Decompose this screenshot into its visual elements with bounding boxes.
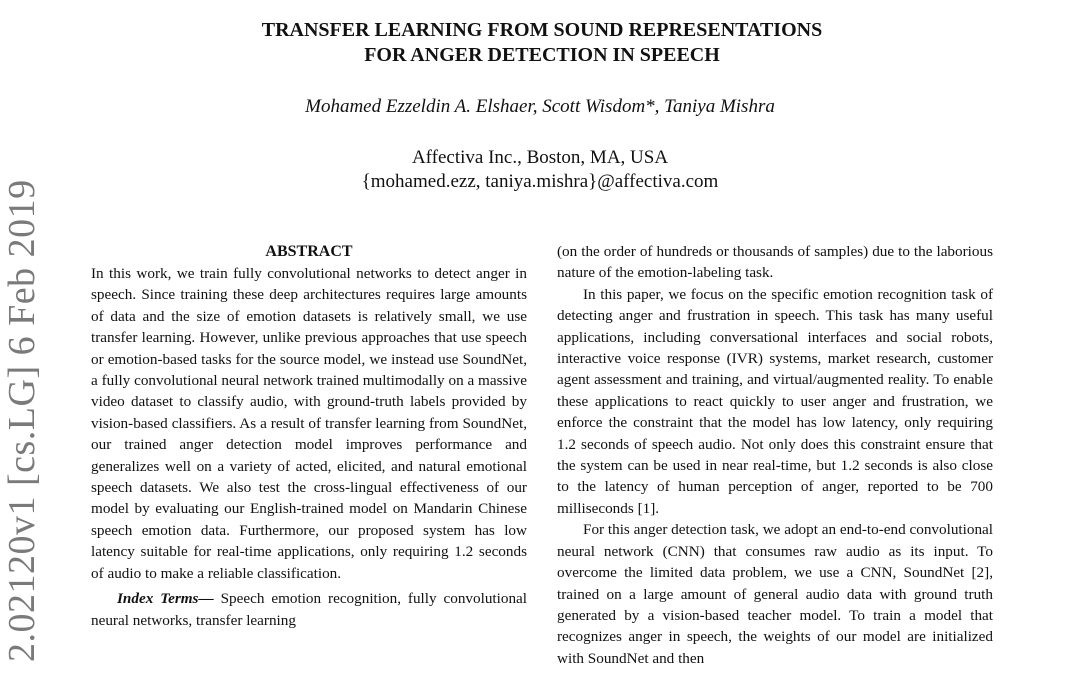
author-emails: {mohamed.ezz, taniya.mishra}@affectiva.com (361, 171, 719, 192)
affiliation: Affectiva Inc., Boston, MA, USA (411, 147, 669, 168)
body-paragraph-3: For this anger detection task, we adopt an end-to-end convolutional neural network (CNN) that consumes raw audio as its input. To overcome the limited data problem, we use a CNN, SoundNet [2], trained on a large amount of general audio data with ground truth generated by a vision-based teacher model. To train a model that recognizes anger in speech, the weights of our model are initialized with SoundNet and then (557, 521, 993, 667)
abstract-heading: ABSTRACT (265, 243, 353, 260)
paper-title (0, 18, 1080, 68)
right-column (557, 241, 993, 669)
title-line-1: TRANSFER LEARNING FROM SOUND REPRESENTATIONS (261, 19, 823, 41)
body-paragraph-1: (on the order of hundreds or thousands of samples) due to the laborious nature of the emotion-labeling task. (557, 243, 993, 282)
index-terms (91, 588, 527, 631)
index-terms-text: Speech emotion recognition, fully convolutional neural networks, transfer learning (91, 590, 528, 629)
arxiv-identifier: 2.02120v1 [cs.LG] 6 Feb 2019 (1, 179, 43, 662)
index-terms-label: Index Terms— (117, 590, 214, 608)
body-paragraph-2: In this paper, we focus on the specific emotion recognition task of detecting anger and frustration in speech. This task has many useful applications, including conversational interfaces and social robots, interactive voice response (IVR) systems, market research, customer agent assessment and training, and virtual/augmented reality. To enable these applications to react quickly to user anger and frustration, we enforce the constraint that the model has low latency, only requiring 1.2 seconds of speech audio. Not only does this constraint ensure that the system can be used in near real-time, but 1.2 seconds is also close to the latency of human perception of anger, reported to be 700 milliseconds [1]. (557, 285, 993, 517)
left-column (91, 241, 527, 631)
title-line-2: FOR ANGER DETECTION IN SPEECH (364, 44, 720, 66)
author-list: Mohamed Ezzeldin A. Elshaer, Scott Wisdom*, Taniya Mishra (305, 96, 775, 117)
abstract-text: In this work, we train fully convolutional networks to detect anger in speech. Since training these deep architectures requires large amounts of data and the size of emotion datasets is relatively small, we use transfer learning. However, unlike previous approaches that use speech or emotion-based tasks for the source model, we instead use SoundNet, a fully convolutional neural network trained multimodally on a massive video dataset to classify audio, with ground-truth labels provided by vision-based classifiers. As a result of transfer learning from SoundNet, our trained anger detection model improves performance and generalizes well on a variety of acted, elicited, and natural emotional speech datasets. We also test the cross-lingual effectiveness of our model by evaluating our English-trained model on Mandarin Chinese speech emotion data. Furthermore, our proposed system has low latency suitable for real-time applications, only requiring 1.2 seconds of audio to make a reliable classification. (91, 265, 527, 582)
affiliation-block (0, 146, 1080, 194)
